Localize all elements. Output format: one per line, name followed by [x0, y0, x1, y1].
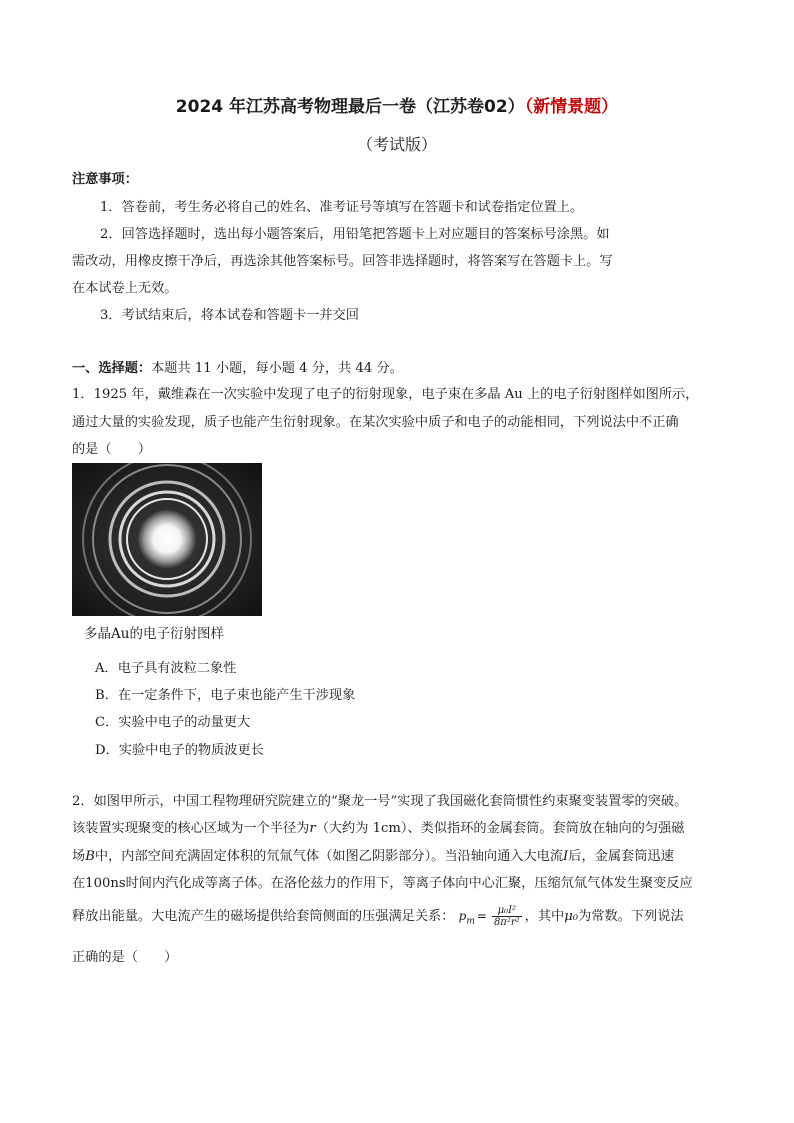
- question-2-text: [72, 817, 684, 836]
- question-2-text: [72, 905, 684, 928]
- notice-item: 1．答卷前，考生务必将自己的姓名、准考证号等填写在答题卡和试卷指定位置上。: [100, 200, 584, 215]
- diffraction-pattern-image: [72, 463, 262, 616]
- text-segment: 场: [72, 849, 86, 864]
- question-2-text: 正确的是（ ）: [72, 950, 178, 965]
- option-c: C．实验中电子的动量更大: [95, 715, 251, 730]
- formula-denominator: 8π²r²: [493, 917, 520, 928]
- page-subtitle: （考试版）: [356, 135, 437, 154]
- pressure-formula: [459, 905, 525, 928]
- formula-lhs: p: [458, 909, 467, 923]
- title-main: 2024 年江苏高考物理最后一卷（江苏卷02）: [175, 97, 525, 117]
- section-heading: [72, 357, 403, 376]
- text-segment: 该装置实现聚变的核心区域为一个半径为: [72, 821, 310, 836]
- variable-i: I: [563, 849, 569, 864]
- text-segment: 为常数。下列说法: [578, 909, 684, 924]
- notice-item: 在本试卷上无效。: [72, 281, 178, 296]
- title-tag: （新情景题）: [524, 97, 619, 117]
- variable-r: r: [309, 821, 316, 836]
- question-1-text: 1．1925 年，戴维森在一次实验中发现了电子的衍射现象，电子束在多晶 Au 上的电子衍射图样如图所示，: [72, 387, 699, 402]
- question-2-text: [72, 845, 674, 864]
- notice-item: 3．考试结束后，将本试卷和答题卡一并交回: [100, 308, 359, 323]
- notice-item: 2．回答选择题时，选出每小题答案后，用铅笔把答题卡上对应题目的答案标号涂黑。如: [100, 227, 610, 242]
- question-2-text: 在100ns时间内汽化成等离子体。在洛伦兹力的作用下，等离子体向中心汇聚，压缩氘氚气体发生聚变反应: [72, 876, 693, 891]
- formula-subscript: m: [466, 916, 475, 927]
- option-a: A．电子具有波粒二象性: [95, 661, 237, 676]
- text-segment: （大约为 1cm）、类似指环的金属套筒。套筒放在轴向的匀强磁: [315, 821, 685, 836]
- figure-caption: 多晶Au的电子衍射图样: [84, 626, 224, 642]
- formula-equals: =: [476, 909, 487, 923]
- option-b: B．在一定条件下，电子束也能产生干涉现象: [95, 688, 356, 703]
- text-segment: 后，金属套筒迅速: [568, 849, 674, 864]
- notice-heading: 注意事项：: [72, 172, 138, 187]
- diffraction-rings-graphic: [72, 463, 262, 616]
- text-segment: ，其中: [524, 909, 565, 924]
- page-title: [0, 92, 794, 117]
- variable-b: B: [85, 849, 95, 864]
- question-1-text: 通过大量的实验发现，质子也能产生衍射现象。在某次实验中质子和电子的动能相同，下列说法中不正确: [72, 415, 679, 430]
- question-1-text: 的是（ ）: [72, 442, 152, 457]
- section-label: 一、选择题：: [72, 361, 152, 376]
- formula-numerator: μ₀I²: [492, 905, 522, 917]
- text-segment: 释放出能量。大电流产生的磁场提供给套筒侧面的压强满足关系：: [72, 909, 455, 924]
- question-2-text: 2．如图甲所示，中国工程物理研究院建立的“聚龙一号”实现了我国磁化套筒惯性约束聚变装置零的突破。: [72, 794, 688, 809]
- option-d: D．实验中电子的物质波更长: [95, 743, 264, 758]
- section-text: 本题共 11 小题，每小题 4 分，共 44 分。: [151, 361, 403, 376]
- variable-mu0: μ₀: [564, 909, 579, 924]
- formula-fraction: [492, 905, 522, 928]
- text-segment: 中，内部空间充满固定体积的氘氚气体（如图乙阴影部分）。当沿轴向通入大电流: [94, 849, 564, 864]
- notice-item: 需改动，用橡皮擦干净后，再选涂其他答案标号。回答非选择题时，将答案写在答题卡上。写: [72, 254, 613, 269]
